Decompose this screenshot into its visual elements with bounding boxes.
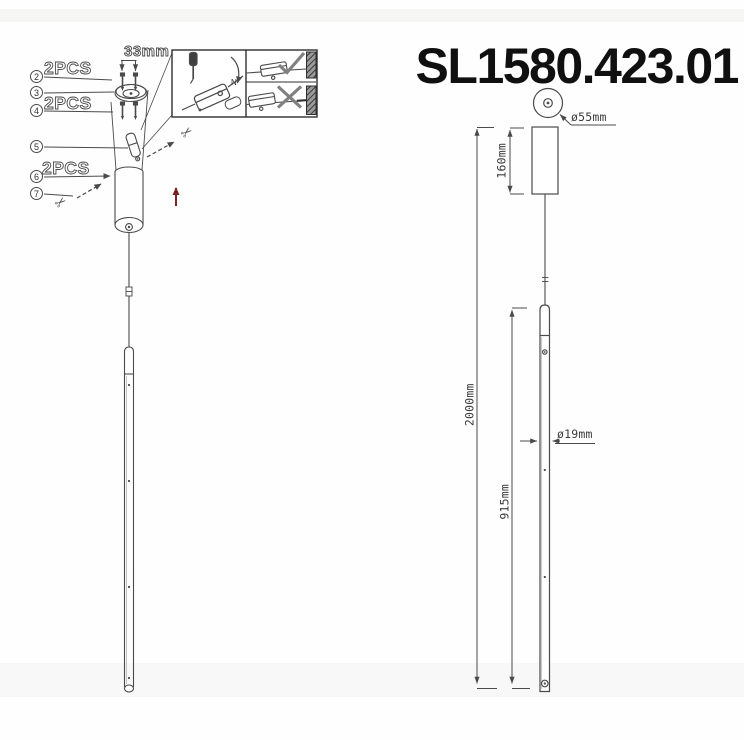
rod-light xyxy=(540,305,550,692)
dim-2000-label: 2000mm xyxy=(462,383,477,427)
qty-label: 2PCS xyxy=(42,158,90,178)
screw xyxy=(134,73,138,91)
ceiling-plate xyxy=(115,85,147,102)
qty-label: 2PCS xyxy=(44,58,92,78)
product-code: SL1580.423.01 xyxy=(415,38,738,94)
screw xyxy=(134,102,138,120)
qty-label: 2PCS xyxy=(44,93,92,113)
inset-detail-box xyxy=(172,50,317,117)
assembly-diagram xyxy=(44,53,176,692)
callout-7: 7 xyxy=(30,187,43,200)
canopy xyxy=(115,167,143,233)
wire-n-label: N xyxy=(231,78,237,87)
dim-160-label: 160mm xyxy=(494,142,509,179)
callout-5: 5 xyxy=(30,140,43,153)
callout-4: 4 xyxy=(30,104,43,117)
scissors-icon: ✂ xyxy=(50,192,71,213)
callout-6: 6 xyxy=(30,170,43,183)
screw xyxy=(121,102,125,120)
adjust-arrow xyxy=(147,142,174,157)
scissors-icon: ✂ xyxy=(176,122,197,143)
dim-dia55-label: ø55mm xyxy=(571,110,607,124)
projection-line xyxy=(142,90,148,170)
dim-915-label: 915mm xyxy=(497,483,512,520)
screw xyxy=(121,73,125,91)
rod-light xyxy=(125,347,134,692)
zoom-line xyxy=(142,115,172,149)
wall-hatch xyxy=(307,52,317,78)
dim-33mm-bracket xyxy=(121,61,137,72)
dim-33mm-label: 33mm xyxy=(124,43,170,60)
callout-3: 3 xyxy=(30,86,43,99)
screwdriver-icon xyxy=(190,53,198,66)
wall-hatch xyxy=(307,86,317,115)
projection-line xyxy=(111,102,116,170)
adjust-arrow xyxy=(77,184,101,198)
dim-dia19-label: ø19mm xyxy=(555,429,595,444)
cable-gripper xyxy=(125,132,142,162)
cable-clip xyxy=(126,287,132,296)
canopy-side-view xyxy=(532,127,558,194)
callout-2: 2 xyxy=(30,70,43,83)
